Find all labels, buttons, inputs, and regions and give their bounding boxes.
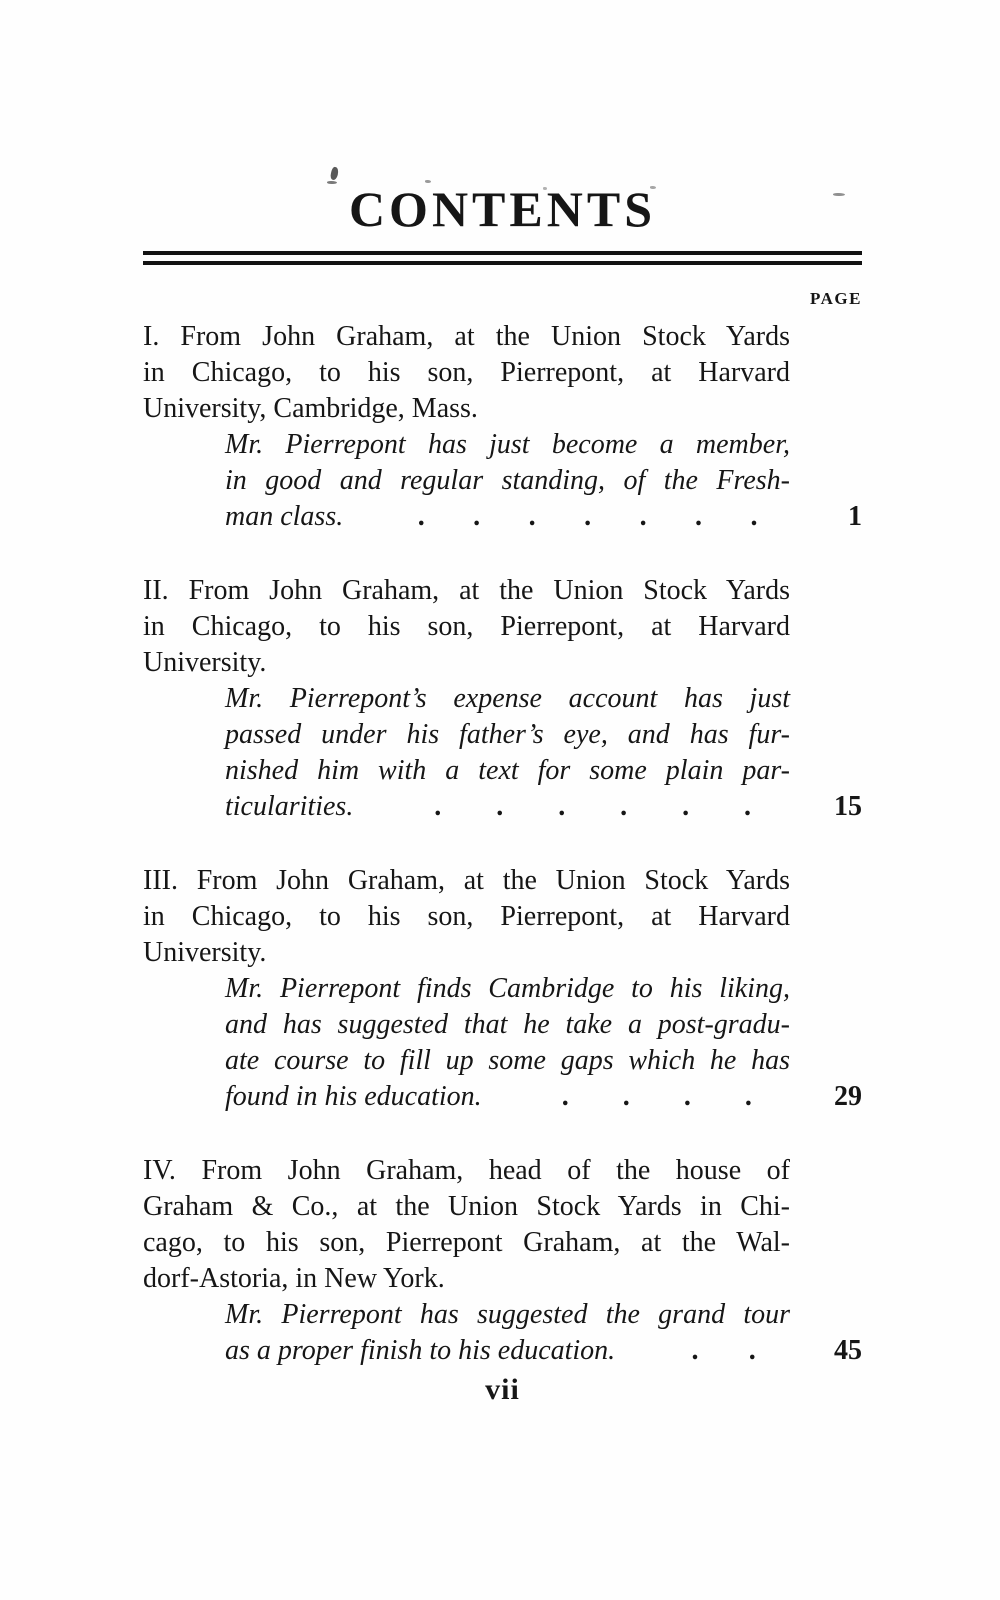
leader-dot: .	[473, 501, 481, 532]
entry-note-line: ate course to fill up some gaps which he has	[225, 1045, 790, 1076]
leader-dot: .	[528, 501, 536, 532]
entry-heading-line: University.	[143, 937, 267, 968]
entry-heading-line: in Chicago, to his son, Pierrepont, at Harvard	[143, 357, 790, 388]
leader-dot: .	[744, 1081, 752, 1112]
entry-page-number: 45	[834, 1335, 862, 1366]
entry-note-line: Mr. Pierrepont has suggested the grand tour	[225, 1299, 790, 1330]
ink-smudge	[327, 181, 337, 184]
entry-note-line: Mr. Pierrepont’s expense account has just	[225, 683, 790, 714]
entry-note-text: ticularities.	[225, 791, 354, 822]
entry-heading-line: dorf-Astoria, in New York.	[143, 1263, 445, 1294]
leader-dot: .	[558, 791, 566, 822]
entry-heading-line: cago, to his son, Pierrepont Graham, at the Wal-	[143, 1227, 790, 1258]
leader-dot: .	[748, 1335, 756, 1366]
entry-note-line: in good and regular standing, of the Fresh-	[225, 465, 790, 496]
entry-heading-line: University, Cambridge, Mass.	[143, 393, 478, 424]
entry-heading	[143, 573, 862, 681]
entry-heading	[143, 319, 862, 427]
entry-note-last-line	[225, 789, 862, 825]
leader-dot: .	[620, 791, 628, 822]
leader-dots	[615, 1333, 820, 1369]
leader-dot: .	[682, 791, 690, 822]
entry-note-line: Mr. Pierrepont finds Cambridge to his liking,	[225, 973, 790, 1004]
page-column-label: PAGE	[810, 289, 862, 308]
entry-note	[225, 427, 862, 535]
entry-heading-line: II. From John Graham, at the Union Stock Yards	[143, 575, 790, 606]
entry-note	[225, 971, 862, 1115]
entry-heading-line: IV. From John Graham, head of the house of	[143, 1155, 790, 1186]
toc-entry	[143, 1153, 862, 1369]
entry-note-line: passed under his father’s eye, and has fur-	[225, 719, 790, 750]
entry-heading-line: Graham & Co., at the Union Stock Yards in Chi-	[143, 1191, 790, 1222]
entry-note-last-line	[225, 1079, 862, 1115]
leader-dot: .	[561, 1081, 569, 1112]
leader-dots	[353, 789, 820, 825]
leader-dot: .	[417, 501, 425, 532]
leader-dots	[482, 1079, 820, 1115]
entry-heading-line: University.	[143, 647, 267, 678]
entry-note	[225, 681, 862, 825]
entry-heading-line: in Chicago, to his son, Pierrepont, at Harvard	[143, 611, 790, 642]
leader-dot: .	[691, 1335, 699, 1366]
ink-smudge	[833, 193, 845, 196]
page-title: CONTENTS	[348, 181, 657, 237]
leader-dot: .	[750, 501, 758, 532]
leader-dot: .	[744, 791, 752, 822]
leader-dot: .	[695, 501, 703, 532]
entry-note	[225, 1297, 862, 1369]
leader-dot: .	[496, 791, 504, 822]
entry-note-line: nished him with a text for some plain par-	[225, 755, 790, 786]
folio-page-number: vii	[485, 1373, 520, 1406]
leader-dot: .	[434, 791, 442, 822]
entry-page-number: 1	[848, 501, 862, 532]
toc-entry	[143, 319, 862, 535]
toc-entry	[143, 863, 862, 1115]
leader-dot: .	[622, 1081, 630, 1112]
leader-dot: .	[584, 501, 592, 532]
entry-heading-line: I. From John Graham, at the Union Stock Yards	[143, 321, 790, 352]
entry-note-text: found in his education.	[225, 1081, 482, 1112]
title-divider-rule	[143, 251, 862, 265]
leader-dot: .	[683, 1081, 691, 1112]
leader-dot: .	[639, 501, 647, 532]
ink-smudge	[543, 187, 547, 190]
entry-page-number: 29	[834, 1081, 862, 1112]
entry-note-last-line	[225, 1333, 862, 1369]
entry-note-line: and has suggested that he take a post-gradu-	[225, 1009, 790, 1040]
entry-heading-line: III. From John Graham, at the Union Stock Yards	[143, 865, 790, 896]
entry-heading-line: in Chicago, to his son, Pierrepont, at Harvard	[143, 901, 790, 932]
entry-note-last-line	[225, 499, 862, 535]
entry-heading	[143, 1153, 862, 1297]
ink-smudge	[650, 186, 656, 189]
ink-smudge	[425, 180, 431, 183]
entry-note-text: as a proper finish to his education.	[225, 1335, 616, 1366]
entry-note-line: Mr. Pierrepont has just become a member,	[225, 429, 790, 460]
entry-note-text: man class.	[225, 501, 344, 532]
toc-entries	[143, 319, 862, 1369]
entry-heading	[143, 863, 862, 971]
entry-page-number: 15	[834, 791, 862, 822]
leader-dots	[343, 499, 820, 535]
toc-entry	[143, 573, 862, 825]
